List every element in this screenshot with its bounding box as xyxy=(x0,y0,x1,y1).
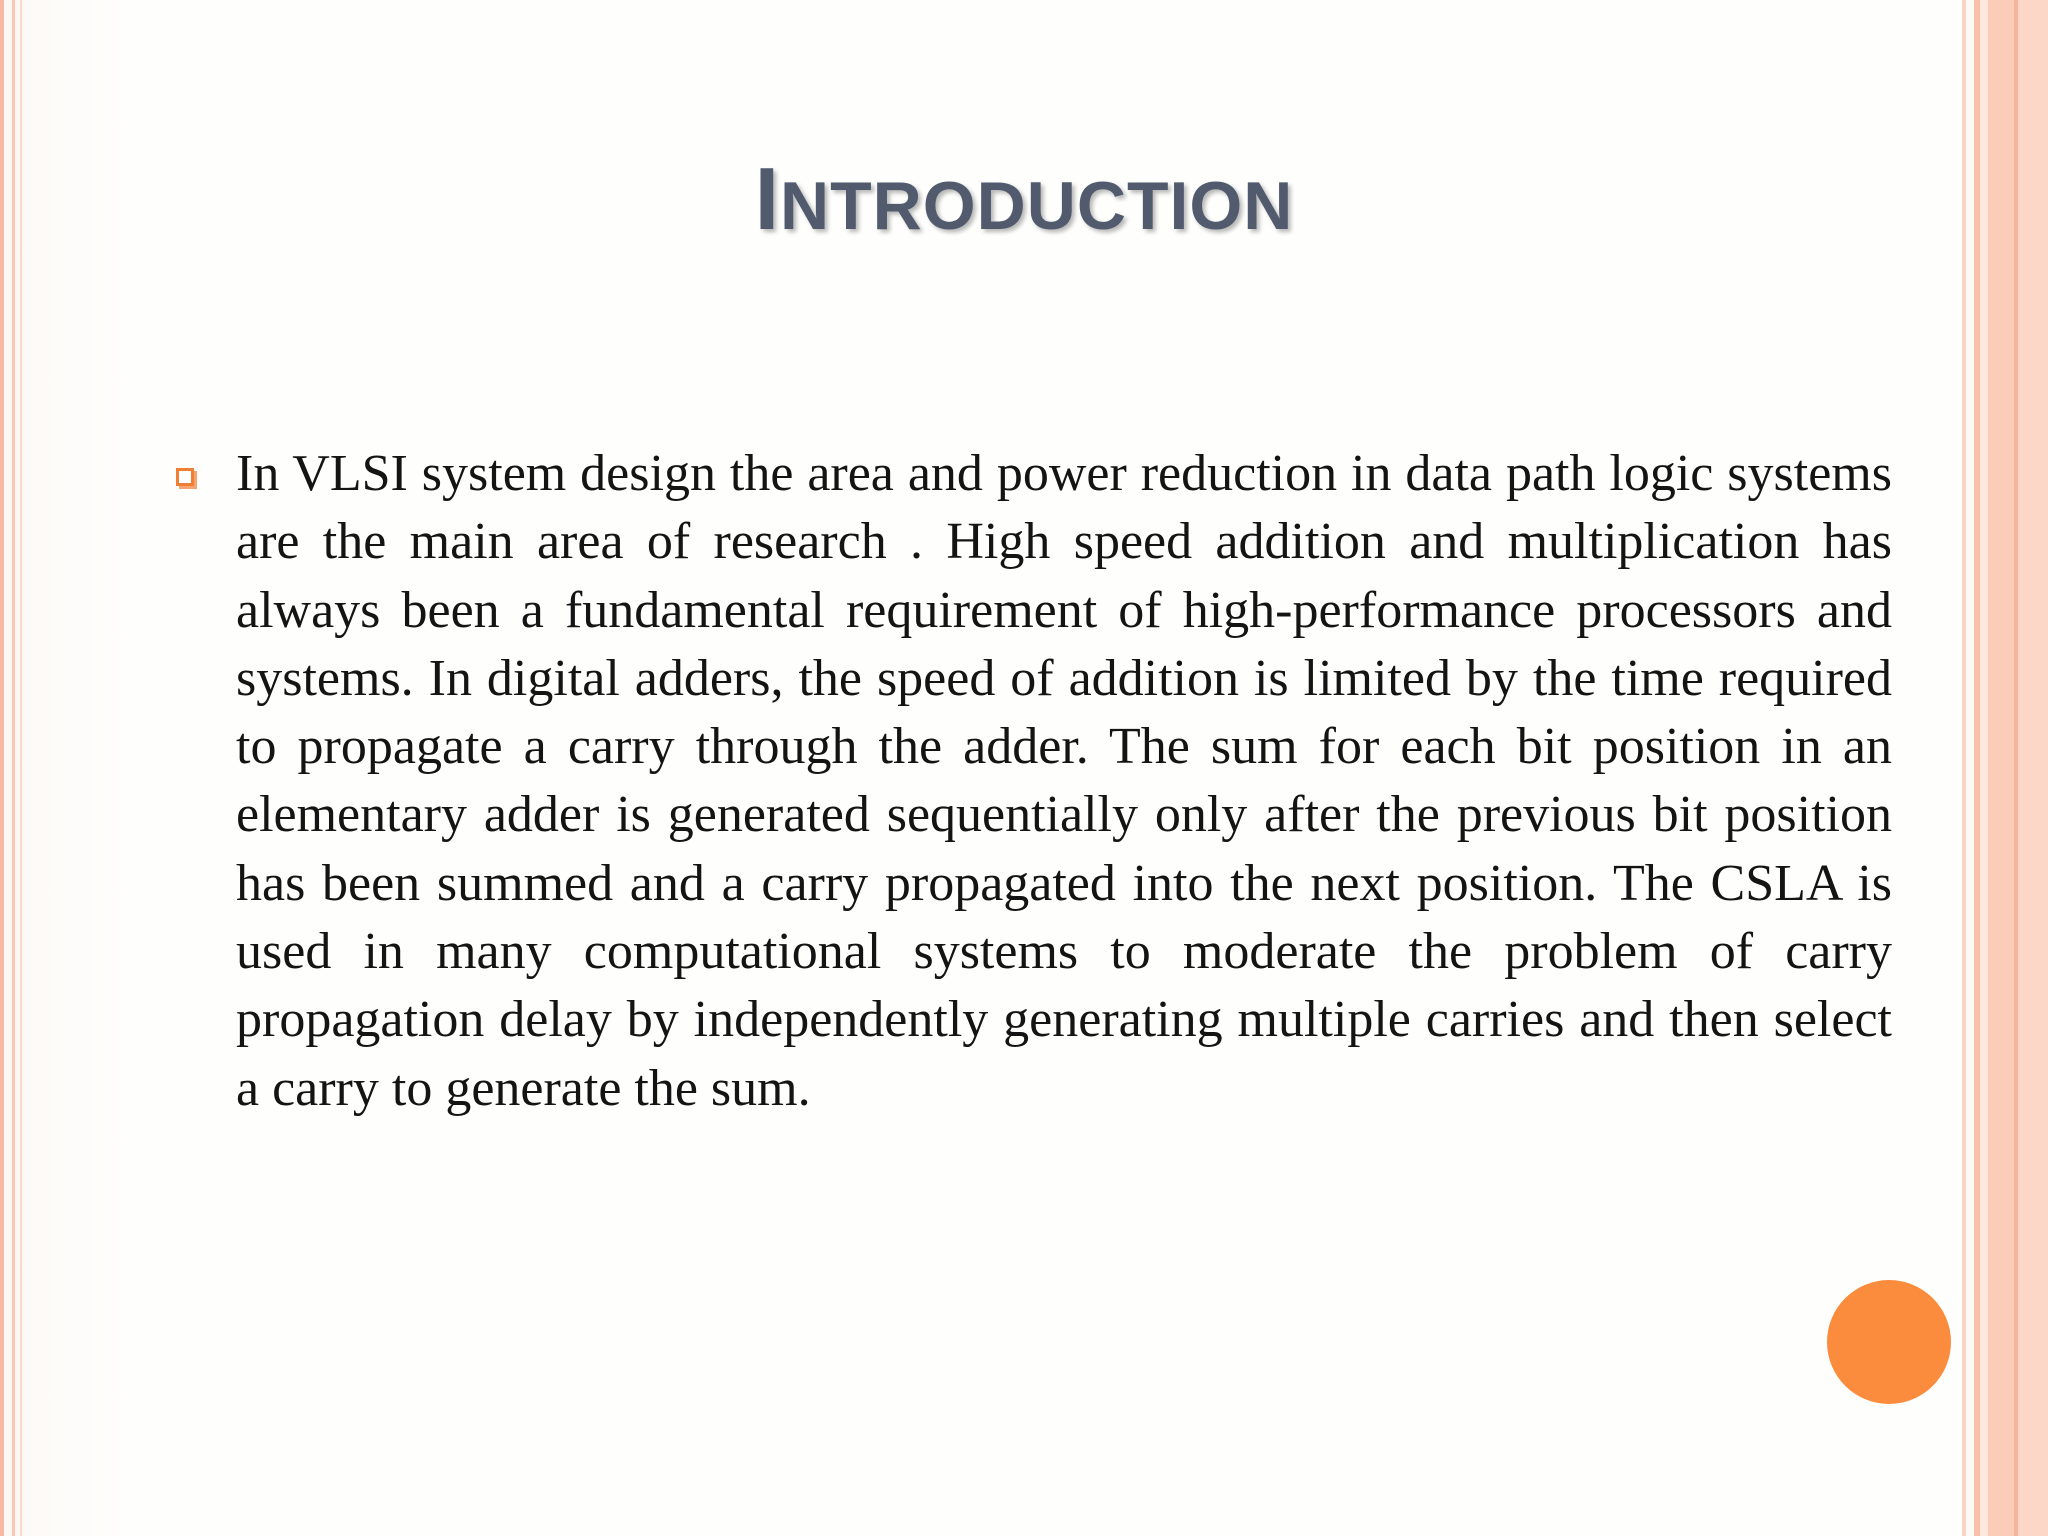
square-bullet-icon xyxy=(176,468,194,486)
bullet-text: In VLSI system design the area and power reduction in data path logic systems are the main area of research . High speed addition and multiplication has always been a fundamental requirement of high-performance processors and systems. In digital adders, the speed of addition is limited by the time required to propagate a carry through the adder. The sum for each bit position in an elementary adder is generated sequentially only after the previous bit position has been summed and a carry propagated into the next position. The CSLA is used in many computational systems to moderate the problem of carry propagation delay by independently generating multiple carries and then select a carry to generate the sum. xyxy=(236,445,1892,1117)
slide-title-initial: I xyxy=(754,149,781,248)
decorative-circle xyxy=(1827,1280,1951,1404)
slide-title xyxy=(0,148,2048,250)
slide-title-rest: NTRODUCTION xyxy=(780,168,1294,244)
